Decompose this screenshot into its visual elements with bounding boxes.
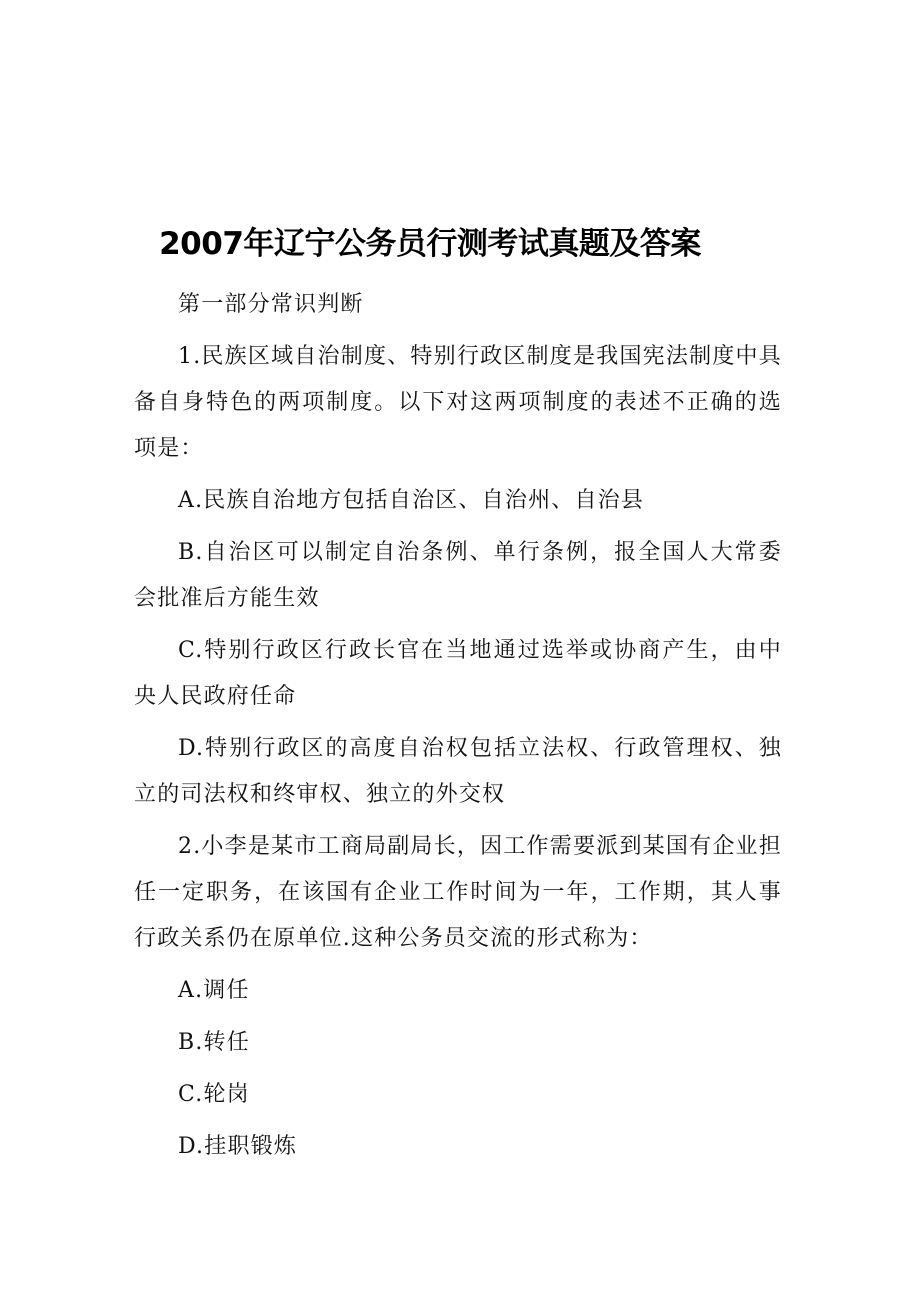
question-1-option-b: B.自治区可以制定自治条例、单行条例，报全国人大常委会批准后方能生效	[134, 540, 782, 611]
question-1-option-a: A.民族自治地方包括自治区、自治州、自治县	[178, 488, 645, 513]
question-2-option-b: B.转任	[178, 1030, 250, 1055]
document-title: 2007年辽宁公务员行测考试真题及答案	[159, 226, 701, 262]
question-1-stem: 1.民族区域自治制度、特别行政区制度是我国宪法制度中具备自身特色的两项制度。以下对这两项制度的表述不正确的选项是：	[134, 344, 782, 461]
question-2-option-d: D.挂职锻炼	[178, 1134, 298, 1159]
question-2-option-c: C.轮岗	[178, 1082, 250, 1107]
question-2-stem: 2.小李是某市工商局副局长，因工作需要派到某国有企业担任一定职务，在该国有企业工作时间为一年，工作期，其人事行政关系仍在原单位.这种公务员交流的形式称为：	[134, 834, 782, 951]
question-2-option-a: A.调任	[178, 978, 250, 1003]
section-heading: 第一部分常识判断	[178, 292, 364, 317]
question-1-option-c: C.特别行政区行政长官在当地通过选举或协商产生，由中央人民政府任命	[134, 638, 782, 709]
document-body	[134, 282, 782, 1176]
question-1-option-d: D.特别行政区的高度自治权包括立法权、行政管理权、独立的司法权和终审权、独立的外交权	[134, 736, 782, 807]
